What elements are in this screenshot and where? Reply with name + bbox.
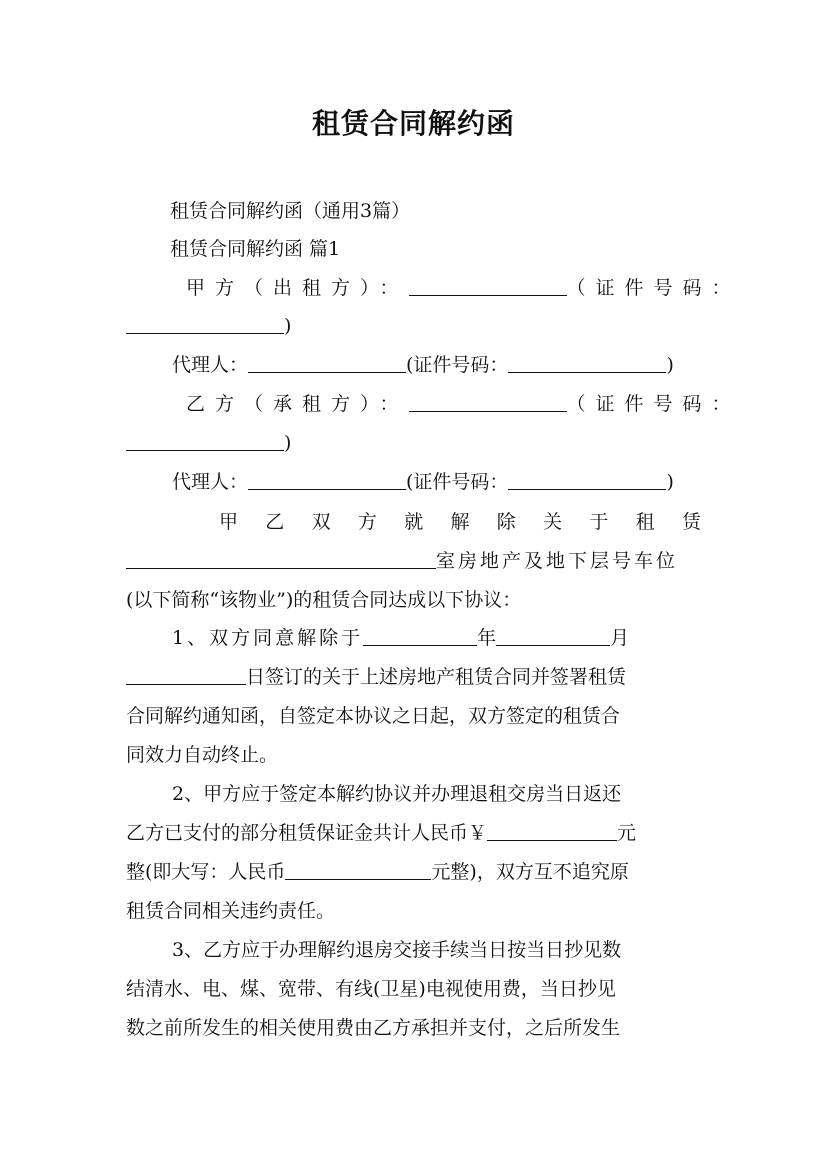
intro-line-2-text: 室房地产及地下层号车位 [436, 550, 679, 572]
agent-a-line [172, 351, 712, 379]
day-blank [126, 664, 246, 685]
clause-2-line-3-prefix: 整(即大写：人民币 [126, 861, 286, 883]
party-a-close: ) [284, 315, 292, 337]
intro-char: 租 [635, 511, 655, 533]
clause-1-line-3: 合同解约通知函，自签定本协议之日起，双方签定的租赁合 [126, 705, 621, 727]
intro-char: 解 [450, 511, 470, 533]
agent-b-blank [248, 469, 406, 490]
clause-1-line-4: 同效力自动终止。 [126, 744, 279, 766]
intro-line-2 [126, 547, 701, 575]
intro-char: 就 [404, 511, 424, 533]
agent-b-line [172, 468, 712, 496]
intro-char: 赁 [681, 511, 701, 533]
party-b-line [186, 390, 741, 418]
intro-line-1 [219, 508, 701, 536]
intro-char: 除 [496, 511, 516, 533]
year-blank [363, 625, 477, 646]
deposit-amount-blank [487, 820, 617, 841]
clause-2-line-3-suffix: 元整)，双方互不追究原 [431, 861, 629, 883]
clause-3-line-3: 数之前所发生的相关使用费由乙方承担并支付，之后所发生 [126, 1017, 621, 1039]
agent-a-label: 代理人： [172, 354, 249, 376]
agent-a-id-label: (证件号码： [406, 354, 509, 376]
party-b-close: ) [284, 432, 292, 454]
agent-b-id-label: (证件号码： [406, 471, 509, 493]
clause-1-line-2-text: 日签订的关于上述房地产租赁合同并签署租赁 [246, 666, 627, 688]
intro-char: 于 [589, 511, 609, 533]
agent-a-blank [248, 352, 406, 373]
intro-char: 双 [311, 511, 331, 533]
intro-char: 关 [543, 511, 563, 533]
party-b-id-blank [126, 430, 284, 451]
party-a-id-label: （证件号码： [566, 277, 741, 299]
party-b-id-label: （证件号码： [566, 393, 741, 415]
document-title: 租赁合同解约函 [311, 107, 515, 140]
year-label: 年 [477, 627, 497, 649]
document-subtitle: 租赁合同解约函（通用3篇） [170, 200, 411, 222]
party-a-id-line [126, 312, 701, 340]
clause-2-line-2-text: 乙方已支付的部分租赁保证金共计人民币￥ [126, 822, 488, 844]
agent-a-close: ) [666, 354, 674, 376]
property-address-blank [126, 548, 436, 569]
section-heading: 租赁合同解约函 篇1 [170, 238, 341, 260]
clause-2-line-3 [126, 858, 701, 886]
month-blank [496, 625, 610, 646]
clause-1-line-1 [172, 624, 701, 652]
clause-1-prefix: 1、双方同意解除于 [172, 627, 364, 649]
agent-a-id-blank [508, 352, 666, 373]
clause-3-line-2: 结清水、电、煤、宽带、有线(卫星)电视使用费，当日抄见 [126, 978, 616, 1000]
clause-3-line-1: 3、乙方应于办理解约退房交接手续当日按当日抄见数 [172, 939, 622, 961]
party-a-line [186, 274, 741, 302]
intro-line-3: (以下简称“该物业”)的租赁合同达成以下协议： [126, 589, 522, 611]
agent-b-close: ) [666, 471, 674, 493]
intro-char: 甲 [219, 511, 239, 533]
agent-b-id-blank [508, 469, 666, 490]
party-b-blank [409, 391, 567, 412]
clause-2-line-4: 租赁合同相关违约责任。 [126, 900, 336, 922]
party-a-label: 甲方（出租方）： [186, 277, 409, 299]
clause-2-line-1: 2、甲方应于签定本解约协议并办理退租交房当日返还 [172, 783, 622, 805]
agent-b-label: 代理人： [172, 471, 249, 493]
party-b-label: 乙方（承租方）： [186, 393, 409, 415]
party-a-blank [409, 275, 567, 296]
intro-char: 方 [357, 511, 377, 533]
intro-char: 乙 [265, 511, 285, 533]
amount-in-words-blank [285, 859, 431, 880]
clause-1-line-2 [126, 663, 701, 691]
clause-2-line-2 [126, 819, 701, 847]
party-a-id-blank [126, 313, 284, 334]
yuan-label: 元 [617, 822, 637, 844]
party-b-id-line [126, 429, 701, 457]
month-label: 月 [610, 627, 630, 649]
